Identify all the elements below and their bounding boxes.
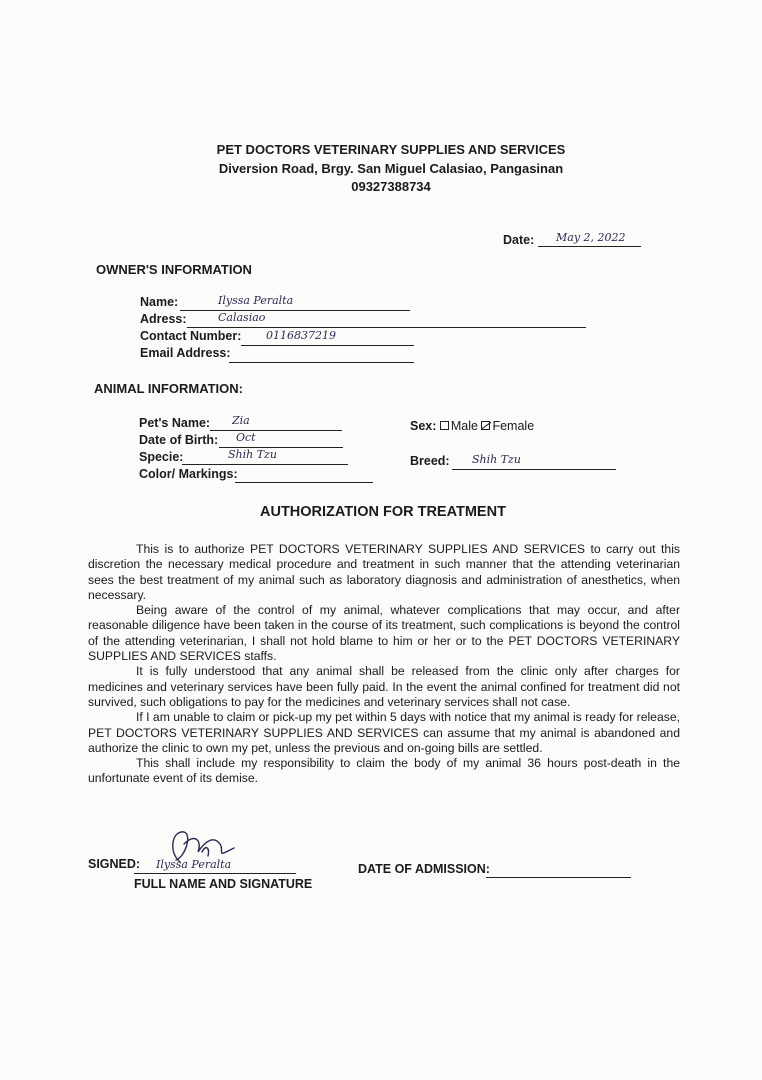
owner-email-line[interactable] <box>229 362 414 363</box>
sex-field <box>410 419 534 433</box>
breed-value: Shih Tzu <box>472 453 521 466</box>
authorization-title: AUTHORIZATION FOR TREATMENT <box>260 504 506 520</box>
owner-address-value: Calasiao <box>218 311 266 324</box>
owner-contact-label: Contact Number: <box>140 329 242 343</box>
signature-line[interactable] <box>134 873 296 874</box>
date-field-line[interactable] <box>538 246 641 247</box>
owner-address-label: Adress: <box>140 312 187 326</box>
date-value: May 2, 2022 <box>556 231 626 244</box>
owner-section-title: OWNER'S INFORMATION <box>96 262 252 277</box>
sex-female-label: Female <box>492 419 535 433</box>
owner-contact-line[interactable] <box>241 345 414 346</box>
owner-address-line[interactable] <box>187 327 586 328</box>
authorization-body <box>88 542 680 787</box>
authorization-paragraph: If I am unable to claim or pick-up my pet within 5 days with notice that my animal is ready for release, PET DOCTORS VETERINARY SUPPLIES AND SERVICES can assume that my animal is abandoned and authorize the clinic to own my pet, unless the previous and on-going bills are settled. <box>88 710 680 755</box>
sex-female-checkbox[interactable] <box>481 421 490 430</box>
signed-name: Ilyssa Peralta <box>156 858 232 871</box>
specie-value: Shih Tzu <box>228 448 277 461</box>
clinic-phone: 09327388734 <box>351 179 431 194</box>
owner-name-line[interactable] <box>180 310 410 311</box>
admission-date-line[interactable] <box>486 877 631 878</box>
owner-name-value: Ilyssa Peralta <box>218 294 294 307</box>
admission-label: DATE OF ADMISSION: <box>358 862 490 876</box>
pet-name-line[interactable] <box>210 430 342 431</box>
authorization-paragraph: This shall include my responsibility to claim the body of my animal 36 hours post-death in the unfortunate event of its demise. <box>88 756 680 786</box>
dob-value: Oct <box>236 431 256 444</box>
clinic-address: Diversion Road, Brgy. San Miguel Calasiao, Pangasinan <box>218 161 564 176</box>
breed-label: Breed: <box>410 454 450 468</box>
pet-name-label: Pet's Name: <box>139 416 211 430</box>
authorization-paragraph: Being aware of the control of my animal, whatever complications that may occur, and after reasonable diligence have been taken in the course of its treatment, such complications is beyond the control of the attending veterinarian, I shall not hold blame to him or her or to the PET DOCTORS VETERINARY SUPPLIES AND SERVICES staffs. <box>88 603 680 664</box>
clinic-name: PET DOCTORS VETERINARY SUPPLIES AND SERVICES <box>216 142 566 157</box>
specie-line[interactable] <box>182 464 348 465</box>
specie-label: Specie: <box>139 450 184 464</box>
breed-line[interactable] <box>452 469 616 470</box>
sex-male-label: Male <box>450 419 478 433</box>
signed-label: SIGNED: <box>88 857 141 871</box>
color-label: Color/ Markings: <box>139 467 238 481</box>
date-label: Date: <box>503 233 535 247</box>
animal-section-title: ANIMAL INFORMATION: <box>94 381 243 396</box>
authorization-paragraph: It is fully understood that any animal shall be released from the clinic only after charges for medicines and veterinary services have been fully paid. In the event the animal confined for treatment did not survived, such obligations to pay for the medicines and veterinary services shall not case. <box>88 664 680 709</box>
color-line[interactable] <box>235 482 373 483</box>
owner-contact-value: 0116837219 <box>266 329 336 342</box>
pet-name-value: Zia <box>232 414 250 427</box>
dob-label: Date of Birth: <box>139 433 219 447</box>
owner-name-label: Name: <box>140 295 179 309</box>
owner-email-label: Email Address: <box>140 346 231 360</box>
sex-male-checkbox[interactable] <box>440 421 449 430</box>
authorization-paragraph: This is to authorize PET DOCTORS VETERINARY SUPPLIES AND SERVICES to carry out this discretion the necessary medical procedure and treatment in such manner that the attending veterinarian sees the best treatment of my animal such as laboratory diagnosis and administration of anesthetics, when necessary. <box>88 542 680 602</box>
signature-caption: FULL NAME AND SIGNATURE <box>134 877 313 891</box>
sex-label: Sex: <box>410 419 437 433</box>
